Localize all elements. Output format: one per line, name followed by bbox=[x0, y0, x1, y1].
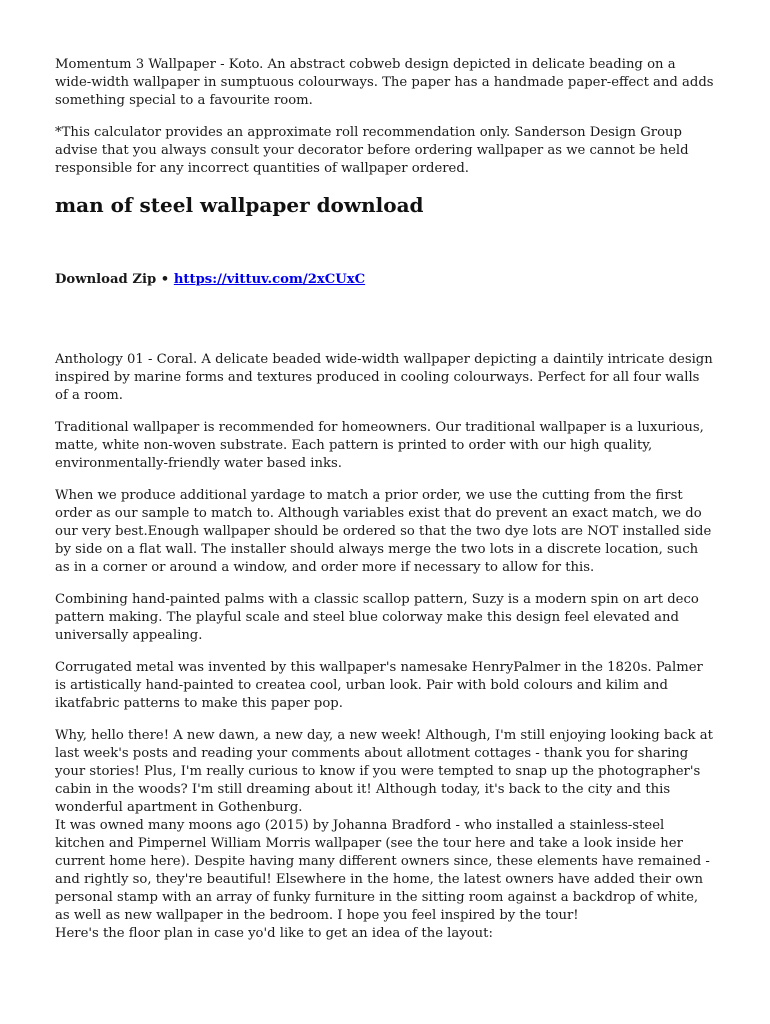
spacer bbox=[55, 289, 715, 351]
paragraph-calculator-note: *This calculator provides an approximate roll recommendation only. Sanderson Design Group advise that you always consult your decorator before ordering wallpaper as we cannot be held responsible for any incorrect quantities of wallpaper ordered. bbox=[55, 125, 689, 176]
paragraph-hello: Why, hello there! A new dawn, a new day, a new week! Although, I'm still enjoying looking back at last week's posts and reading your comments about allotment cottages - thank you for sharing your stories! Plus, I'm really curious to know if you were tempted to snap up the photographer's cabin in the woods? I'm still dreaming about it! Although today, it's back to the city and this wonderful apartment in Gothenburg. bbox=[55, 728, 713, 815]
paragraph-yardage: When we produce additional yardage to match a prior order, we use the cutting from the first order as our sample to match to. Although variables exist that do prevent an exact match, we do our very best.Enough wallpaper should be ordered so that the two dye lots are NOT installed side by side on a flat wall. The installer should always merge the two lots in a discrete location, such as in a corner or around a window, and order more if necessary to allow for this. bbox=[55, 488, 712, 575]
paragraph-anthology: Anthology 01 - Coral. A delicate beaded wide-width wallpaper depicting a daintily intricate design inspired by marine forms and textures produced in cooling colourways. Perfect for all four walls of a room. bbox=[55, 352, 713, 403]
paragraph-owned: It was owned many moons ago (2015) by Johanna Bradford - who installed a stainless-steel kitchen and Pimpernel William Morris wallpaper (see the tour here and take a look inside her current home here). Despite having many different owners since, these elements have remained - and rightly so, they're beautiful! Elsewhere in the home, the latest owners have added their own personal stamp with an array of funky furniture in the sitting room against a backdrop of white, as well as new wallpaper in the bedroom. I hope you feel inspired by the tour! bbox=[55, 818, 710, 923]
paragraph-suzy: Combining hand-painted palms with a classic scallop pattern, Suzy is a modern spin on art deco pattern making. The playful scale and steel blue colorway make this design feel elevated and universally appealing. bbox=[55, 592, 699, 643]
download-label: Download Zip • bbox=[55, 272, 170, 287]
paragraph-floor-plan: Here's the floor plan in case yo'd like to get an idea of the layout: bbox=[55, 926, 493, 941]
download-line bbox=[55, 271, 715, 289]
paragraph-corrugated: Corrugated metal was invented by this wallpaper's namesake HenryPalmer in the 1820s. Palmer is artistically hand-painted to createa cool, urban look. Pair with bold colours and kilim and ikatfabric patterns to make this paper pop. bbox=[55, 660, 703, 711]
paragraph-momentum: Momentum 3 Wallpaper - Koto. An abstract cobweb design depicted in delicate beading on a wide-width wallpaper in sumptuous colourways. The paper has a handmade paper-effect and adds something special to a favourite room. bbox=[55, 57, 714, 108]
download-link[interactable]: https://vittuv.com/2xCUxC bbox=[173, 272, 366, 287]
page-title: man of steel wallpaper download bbox=[55, 193, 424, 217]
document-content bbox=[55, 56, 715, 943]
paragraph-traditional: Traditional wallpaper is recommended for homeowners. Our traditional wallpaper is a luxurious, matte, white non-woven substrate. Each pattern is printed to order with our high quality, environmentally-friendly water based inks. bbox=[55, 420, 704, 471]
